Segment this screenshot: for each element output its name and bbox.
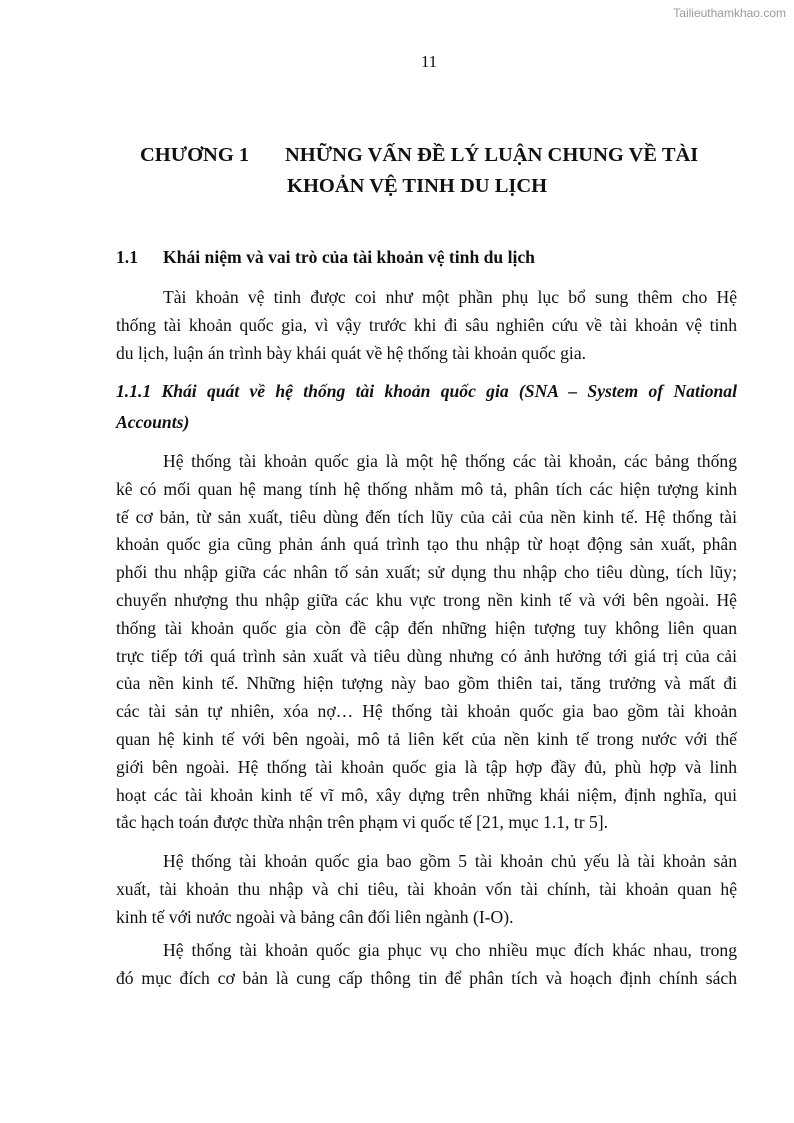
subsection-heading (116, 376, 737, 438)
text-line: xuất, tài khoản thu nhập và chi tiêu, tài khoản vốn tài chính, tài khoản quan hệ (116, 878, 737, 899)
text-line: du lịch, luận án trình bày khái quát về hệ thống tài khoản quốc gia. (116, 342, 587, 363)
subsection-title-line: 1.1.1 Khái quát về hệ thống tài khoản quốc gia (SNA – System of National (116, 381, 737, 401)
text-line: phối thu nhập giữa các nhân tố sản xuất; sử dụng thu nhập cho tiêu dùng, tích lũy; (116, 562, 737, 583)
text-line: chuyển nhượng thu nhập giữa các khu vực trong nền kinh tế và với bên ngoài. Hệ (116, 589, 737, 610)
text-line: kinh tế với nước ngoài và bảng cân đối liên ngành (I-O). (116, 906, 514, 927)
text-line: Hệ thống tài khoản quốc gia bao gồm 5 tài khoản chủ yếu là tài khoản sản (163, 851, 737, 871)
watermark: Tailieuthamkhao.com (673, 6, 786, 20)
text-line: thống tài khoản quốc gia còn đề cập đến những hiện tượng tuy không liên quan (116, 617, 737, 638)
text-line: tế cơ bản, từ sản xuất, tiêu dùng đến tích lũy của cải của nền kinh tế. Hệ thống tài (116, 506, 737, 527)
text-line: đó mục đích cơ bản là cung cấp thông tin để phân tích và hoạch định chính sách (116, 967, 737, 988)
text-line: giới bên ngoài. Hệ thống tài khoản quốc gia là tập hợp đầy đủ, phù hợp và linh (116, 756, 737, 777)
chapter-title-line-2: KHOẢN VỆ TINH DU LỊCH (287, 175, 548, 197)
subsection-title-line: Accounts) (116, 412, 190, 432)
section-number: 1.1 (116, 247, 138, 267)
paragraph-1 (116, 284, 737, 367)
text-line: hoạt các tài khoản kinh tế vĩ mô, xây dựng trên những khái niệm, định nghĩa, qui (116, 784, 737, 805)
section-heading (116, 247, 535, 268)
chapter-label: CHƯƠNG 1 (140, 144, 250, 166)
text-line: khoản quốc gia cũng phản ánh quá trình tạo thu nhập từ hoạt động sản xuất, phân (116, 534, 737, 555)
section-title: Khái niệm và vai trò của tài khoản vệ tinh du lịch (163, 247, 535, 267)
text-line: Tài khoản vệ tinh được coi như một phần phụ lục bổ sung thêm cho Hệ (163, 287, 737, 307)
text-line: tắc hạch toán được thừa nhận trên phạm vi quốc tế [21, mục 1.1, tr 5]. (116, 812, 609, 833)
paragraph-2 (116, 448, 737, 837)
chapter-title-line-1: NHỮNG VẤN ĐỀ LÝ LUẬN CHUNG VỀ TÀI (285, 144, 699, 166)
text-line: Hệ thống tài khoản quốc gia phục vụ cho nhiều mục đích khác nhau, trong (163, 940, 737, 960)
page-number: 11 (420, 52, 438, 71)
text-line: kê có mối quan hệ mang tính hệ thống nhằm mô tả, phân tích các hiện tượng kinh (116, 478, 737, 499)
text-line: của nền kinh tế. Những hiện tượng này bao gồm thiên tai, tăng trưởng và mất đi (116, 673, 737, 694)
text-line: thống tài khoản quốc gia, vì vậy trước khi đi sâu nghiên cứu về tài khoản vệ tinh (116, 314, 737, 335)
paragraph-4 (116, 937, 737, 993)
paragraph-3 (116, 848, 737, 931)
text-line: Hệ thống tài khoản quốc gia là một hệ thống các tài khoản, các bảng thống (163, 451, 737, 471)
text-line: các tài sản tự nhiên, xóa nợ… Hệ thống tài khoản quốc gia bao gồm tài khoản (116, 701, 737, 722)
text-line: trực tiếp tới quá trình sản xuất và tiêu dùng nhưng có ảnh hưởng tới giá trị của cải (116, 645, 737, 666)
text-line: quan hệ kinh tế với bên ngoài, mô tả liên kết của nền kinh tế trong nước với thế (116, 728, 737, 749)
